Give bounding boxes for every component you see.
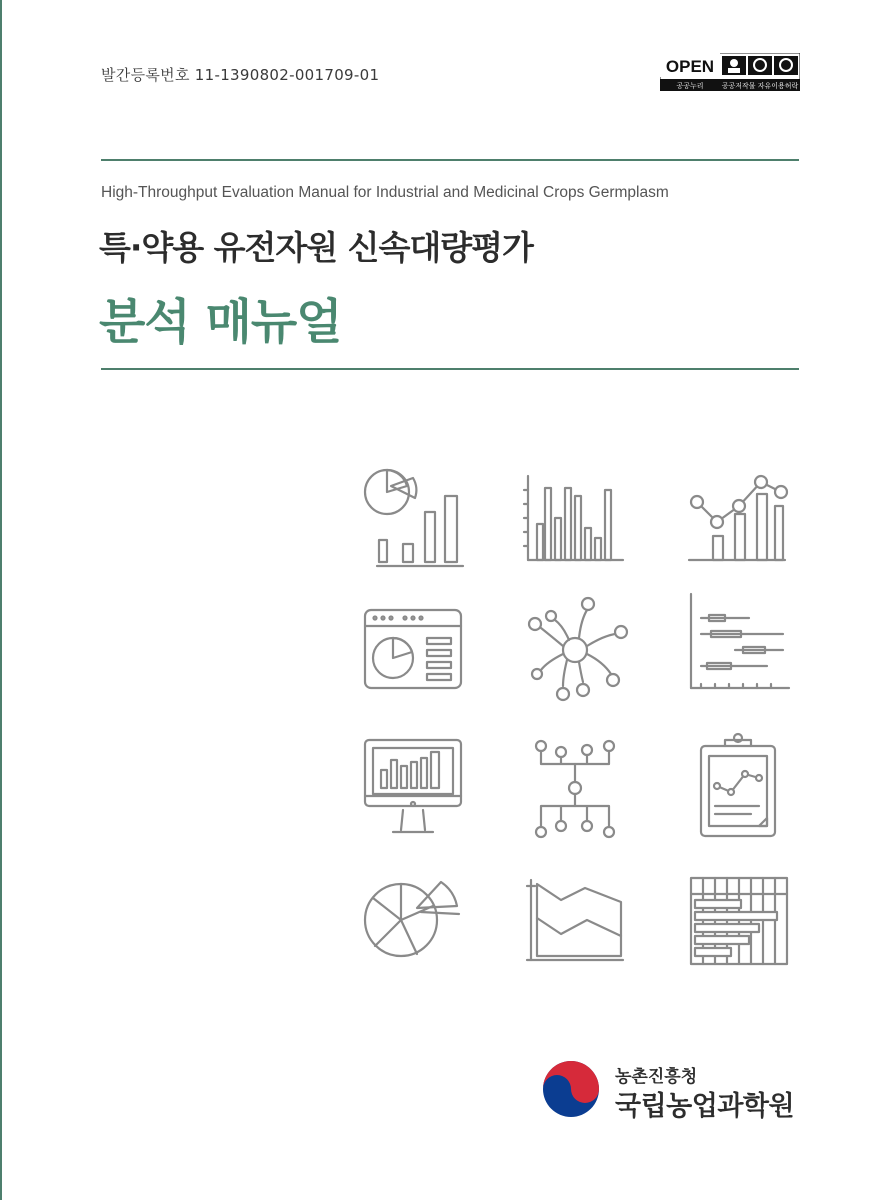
open-badge-sublabel-right: 공공저작물 자유이용허락 (721, 82, 799, 90)
pie-chart-icon (365, 882, 459, 956)
pie-bar-chart-icon (365, 470, 463, 566)
korean-title: 특·약용 유전자원 신속대량평가 (99, 228, 533, 267)
area-chart-icon (527, 880, 623, 960)
open-license-badge (660, 53, 800, 91)
bottom-divider (101, 368, 799, 370)
tree-diagram-icon (536, 741, 614, 837)
box-plot-icon (691, 594, 789, 688)
line-bar-chart-icon (689, 476, 787, 560)
monitor-chart-icon (365, 740, 461, 832)
institute-name: 국립농업과학원 (615, 1091, 795, 1122)
agency-name: 농촌진흥청 (615, 1067, 698, 1087)
network-hub-icon (529, 598, 627, 700)
left-border-line (0, 0, 2, 1200)
english-subtitle: High-Throughput Evaluation Manual for Industrial and Medicinal Crops Germplasm (101, 184, 669, 201)
bar-chart-icon (524, 476, 623, 560)
government-emblem-logo (540, 1058, 602, 1120)
open-badge-label: OPEN (665, 57, 715, 76)
top-divider (101, 159, 799, 161)
title-emphasis: 분석 매뉴얼 (99, 294, 342, 350)
registration-number: 발간등록번호 11-1390802-001709-01 (101, 66, 380, 84)
stacked-bar-icon (691, 878, 787, 964)
open-badge-sublabel-left: 공공누리 (676, 82, 704, 90)
clipboard-chart-icon (701, 734, 775, 836)
icon-grid (355, 460, 805, 980)
dashboard-window-icon (365, 610, 461, 688)
